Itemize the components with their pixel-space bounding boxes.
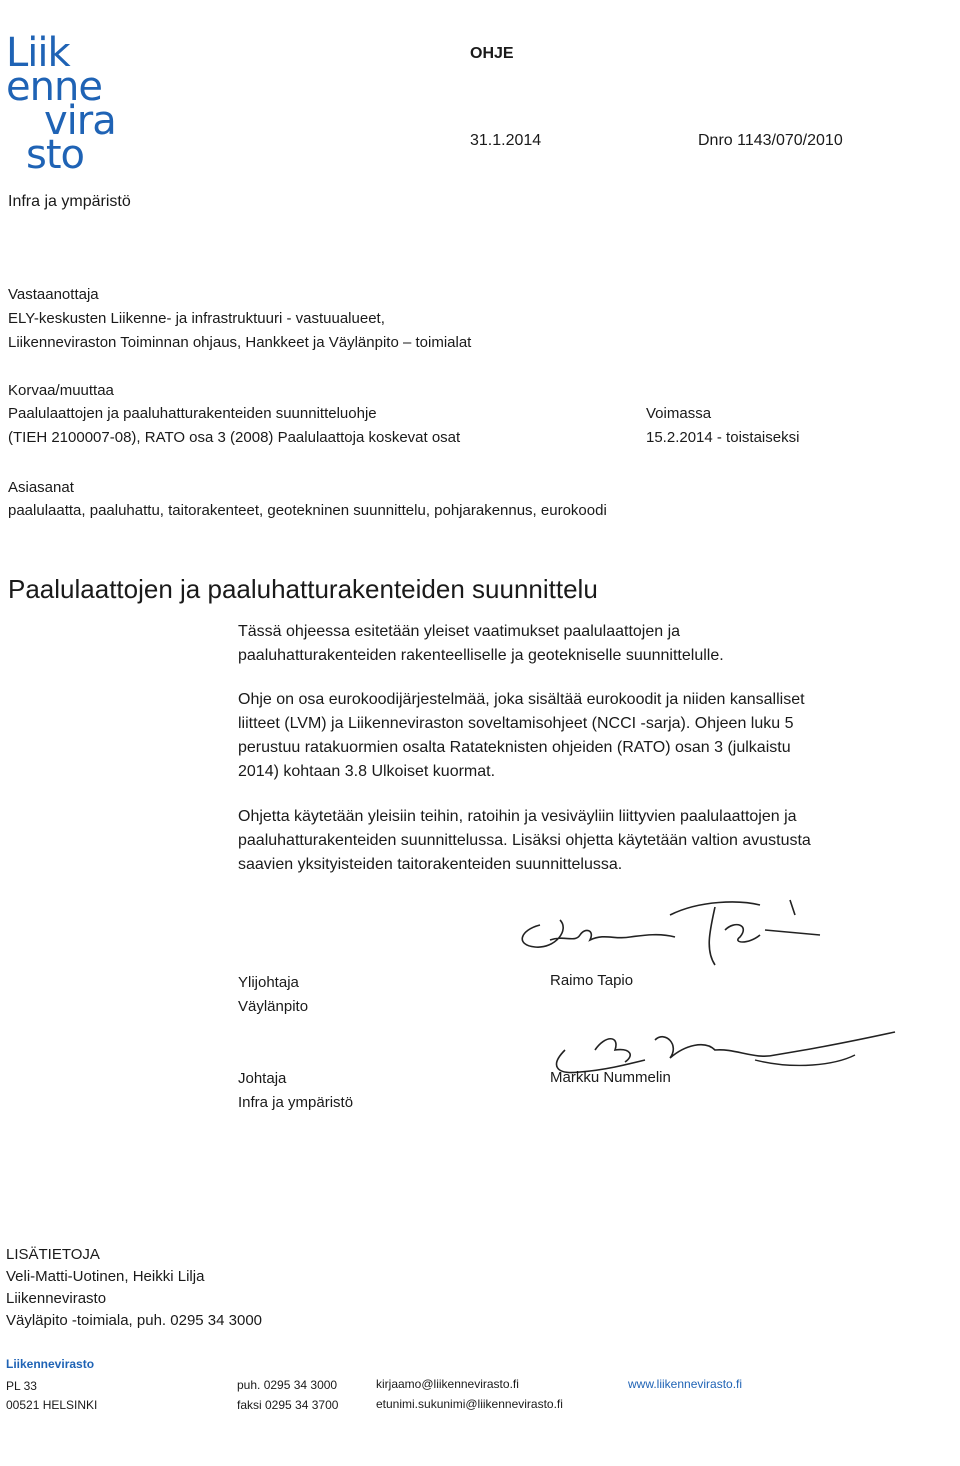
paragraph-line: Ohjetta käytetään yleisiin teihin, ratoihin ja vesiväyliin liittyvien paalulaattojen ja	[238, 808, 797, 825]
paragraph-line: perustuu ratakuormien osalta Ratateknisten ohjeiden (RATO) osan 3 (julkaistu	[238, 739, 791, 756]
department: Infra ja ympäristö	[8, 193, 131, 210]
signature-raimo-tapio	[510, 895, 840, 975]
footer-address-2: 00521 HELSINKI	[6, 1398, 98, 1412]
footer-brand: Liikennevirasto	[6, 1357, 95, 1371]
more-info-label: LISÄTIETOJA	[6, 1246, 100, 1263]
document-title: Paalulaattojen ja paaluhatturakenteiden suunnittelu	[8, 574, 598, 604]
signer-2-role: Johtaja	[238, 1070, 287, 1087]
signer-1-unit: Väylänpito	[238, 998, 309, 1015]
paragraph-line: liitteet (LVM) ja Liikenneviraston soveltamisohjeet (NCCI -sarja). Ohjeen luku 5	[238, 715, 794, 732]
replaces-line-2: (TIEH 2100007-08), RATO osa 3 (2008) Paalulaattoja koskevat osat	[8, 429, 461, 446]
paragraph-1	[238, 620, 918, 668]
recipient-line-2: Liikenneviraston Toiminnan ohjaus, Hankkeet ja Väylänpito – toimialat	[8, 334, 472, 351]
more-info-agency: Liikennevirasto	[6, 1290, 107, 1307]
doc-date: 31.1.2014	[470, 132, 542, 149]
footer-website-link[interactable]: www.liikennevirasto.fi	[628, 1377, 743, 1391]
doc-number: Dnro 1143/070/2010	[698, 132, 843, 149]
more-info-contacts: Veli-Matti-Uotinen, Heikki Lilja	[6, 1268, 205, 1285]
signer-2-unit: Infra ja ympäristö	[238, 1094, 354, 1111]
validity-value: 15.2.2014 - toistaiseksi	[646, 429, 800, 446]
paragraph-line: Tässä ohjeessa esitetään yleiset vaatimukset paalulaattojen ja	[238, 623, 681, 640]
keywords-value: paalulaatta, paaluhattu, taitorakenteet, geotekninen suunnittelu, pohjarakennus, eurokoodi	[8, 502, 607, 519]
paragraph-line: Ohje on osa eurokoodijärjestelmää, joka sisältää eurokoodit ja niiden kansalliset	[238, 691, 805, 708]
paragraph-2	[238, 688, 918, 784]
footer-address-1: PL 33	[6, 1379, 37, 1393]
footer-phone: puh. 0295 34 3000	[237, 1378, 338, 1392]
signer-1-name: Raimo Tapio	[550, 972, 634, 989]
logo-line-1: Liik	[6, 30, 70, 76]
replaces-line-1: Paalulaattojen ja paaluhatturakenteiden suunnitteluohje	[8, 405, 377, 422]
paragraph-line: paaluhatturakenteiden suunnittelussa. Lisäksi ohjetta käytetään valtion avustusta	[238, 832, 811, 849]
paragraph-3	[238, 805, 918, 877]
signer-1-role: Ylijohtaja	[238, 974, 299, 991]
footer-fax: faksi 0295 34 3700	[237, 1398, 339, 1412]
logo-line-2: enne	[6, 64, 102, 110]
logo-line-4: sto	[26, 132, 84, 178]
doc-type: OHJE	[470, 45, 514, 62]
recipient-label: Vastaanottaja	[8, 286, 99, 303]
liikennevirasto-logo	[6, 30, 136, 178]
replaces-label: Korvaa/muuttaa	[8, 382, 114, 399]
footer-email-2[interactable]: etunimi.sukunimi@liikennevirasto.fi	[376, 1397, 563, 1411]
paragraph-line: 2014) kohtaan 3.8 Ulkoiset kuormat.	[238, 763, 496, 780]
more-info-unit: Väyläpito -toimiala, puh. 0295 34 3000	[6, 1312, 263, 1329]
logo-line-3: vira	[44, 98, 116, 144]
paragraph-line: paaluhatturakenteiden rakenteelliselle ja geotekniselle suunnittelulle.	[238, 647, 724, 664]
signer-2-name: Markku Nummelin	[550, 1069, 671, 1086]
paragraph-line: saavien yksityisteiden taitorakenteiden suunnittelussa.	[238, 856, 623, 873]
validity-label: Voimassa	[646, 405, 712, 422]
footer-email-1[interactable]: kirjaamo@liikennevirasto.fi	[376, 1377, 519, 1391]
keywords-label: Asiasanat	[8, 479, 74, 496]
recipient-line-1: ELY-keskusten Liikenne- ja infrastruktuuri - vastuualueet,	[8, 310, 385, 327]
